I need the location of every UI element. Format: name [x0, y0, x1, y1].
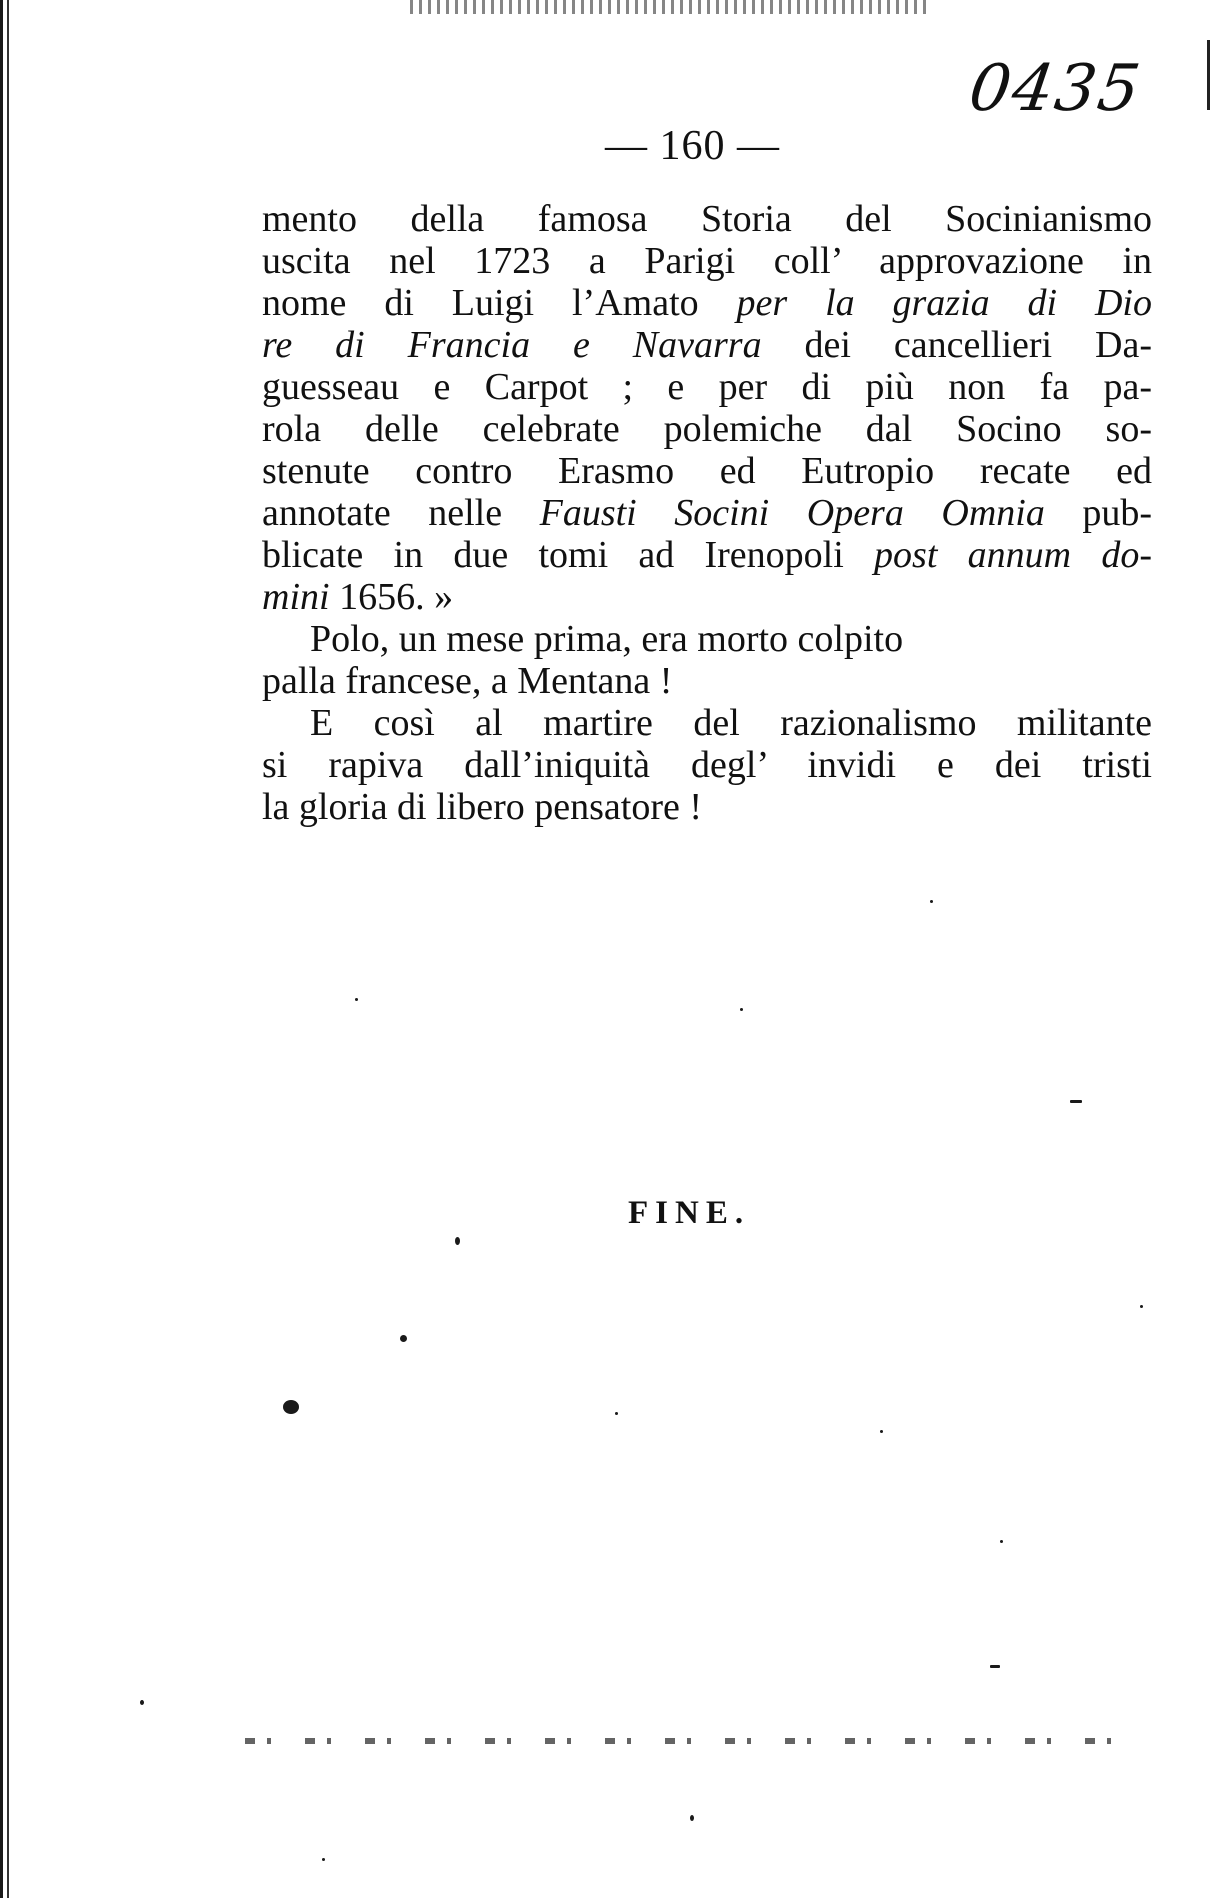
scan-speck: [322, 1858, 325, 1861]
scan-speck: [690, 1815, 694, 1821]
text-line: guesseau e Carpot ; e per di più non fa pa-: [262, 366, 1152, 408]
scan-speck: [455, 1237, 460, 1245]
page-right-edge: [1207, 40, 1210, 110]
scan-speck: [140, 1700, 144, 1705]
text-line: palla francese, a Mentana !: [262, 660, 673, 702]
scan-speck: [990, 1665, 1000, 1668]
text-line: Polo, un mese prima, era morto colpito: [310, 618, 904, 660]
text-line: blicate in due tomi ad Irenopoli post annum do-: [262, 534, 1152, 576]
scan-speck: [615, 1412, 618, 1415]
text-line: annotate nelle Fausti Socini Opera Omnia pub-: [262, 492, 1153, 534]
text-line: uscita nel 1723 a Parigi coll’ approvazione in: [262, 240, 1152, 282]
scan-speck: [400, 1335, 407, 1342]
text-line: rola delle celebrate polemiche dal Socino so-: [262, 408, 1152, 450]
text-line: mento della famosa Storia del Socinianismo: [262, 198, 1152, 240]
scan-speck: [1070, 1100, 1082, 1103]
text-line: la gloria di libero pensatore !: [262, 786, 703, 828]
archive-number: 0435: [964, 52, 1147, 126]
page-number: — 160 —: [605, 123, 780, 169]
end-mark: FINE.: [628, 1195, 751, 1231]
scan-speck: [880, 1430, 883, 1433]
text-line: re di Francia e Navarra dei cancellieri Da-: [262, 324, 1152, 366]
scan-speck: [355, 998, 358, 1001]
scan-speck: [930, 900, 933, 903]
top-print-smudge: [410, 0, 930, 14]
text-line: stenute contro Erasmo ed Eutropio recate ed: [262, 450, 1152, 492]
bottom-print-noise: [245, 1738, 1125, 1744]
body-text: [262, 198, 1152, 828]
scan-speck: [1140, 1305, 1143, 1308]
text-line: E così al martire del razionalismo militante: [310, 702, 1152, 744]
text-line: si rapiva dall’iniquità degl’ invidi e dei tristi: [262, 744, 1152, 786]
scan-speck: [740, 1008, 743, 1011]
text-line: mini 1656. »: [262, 576, 454, 618]
scan-speck: [283, 1400, 299, 1414]
text-line: nome di Luigi l’Amato per la grazia di Dio: [262, 282, 1152, 324]
page-left-edge: [0, 0, 14, 1898]
scan-speck: [1000, 1540, 1003, 1543]
